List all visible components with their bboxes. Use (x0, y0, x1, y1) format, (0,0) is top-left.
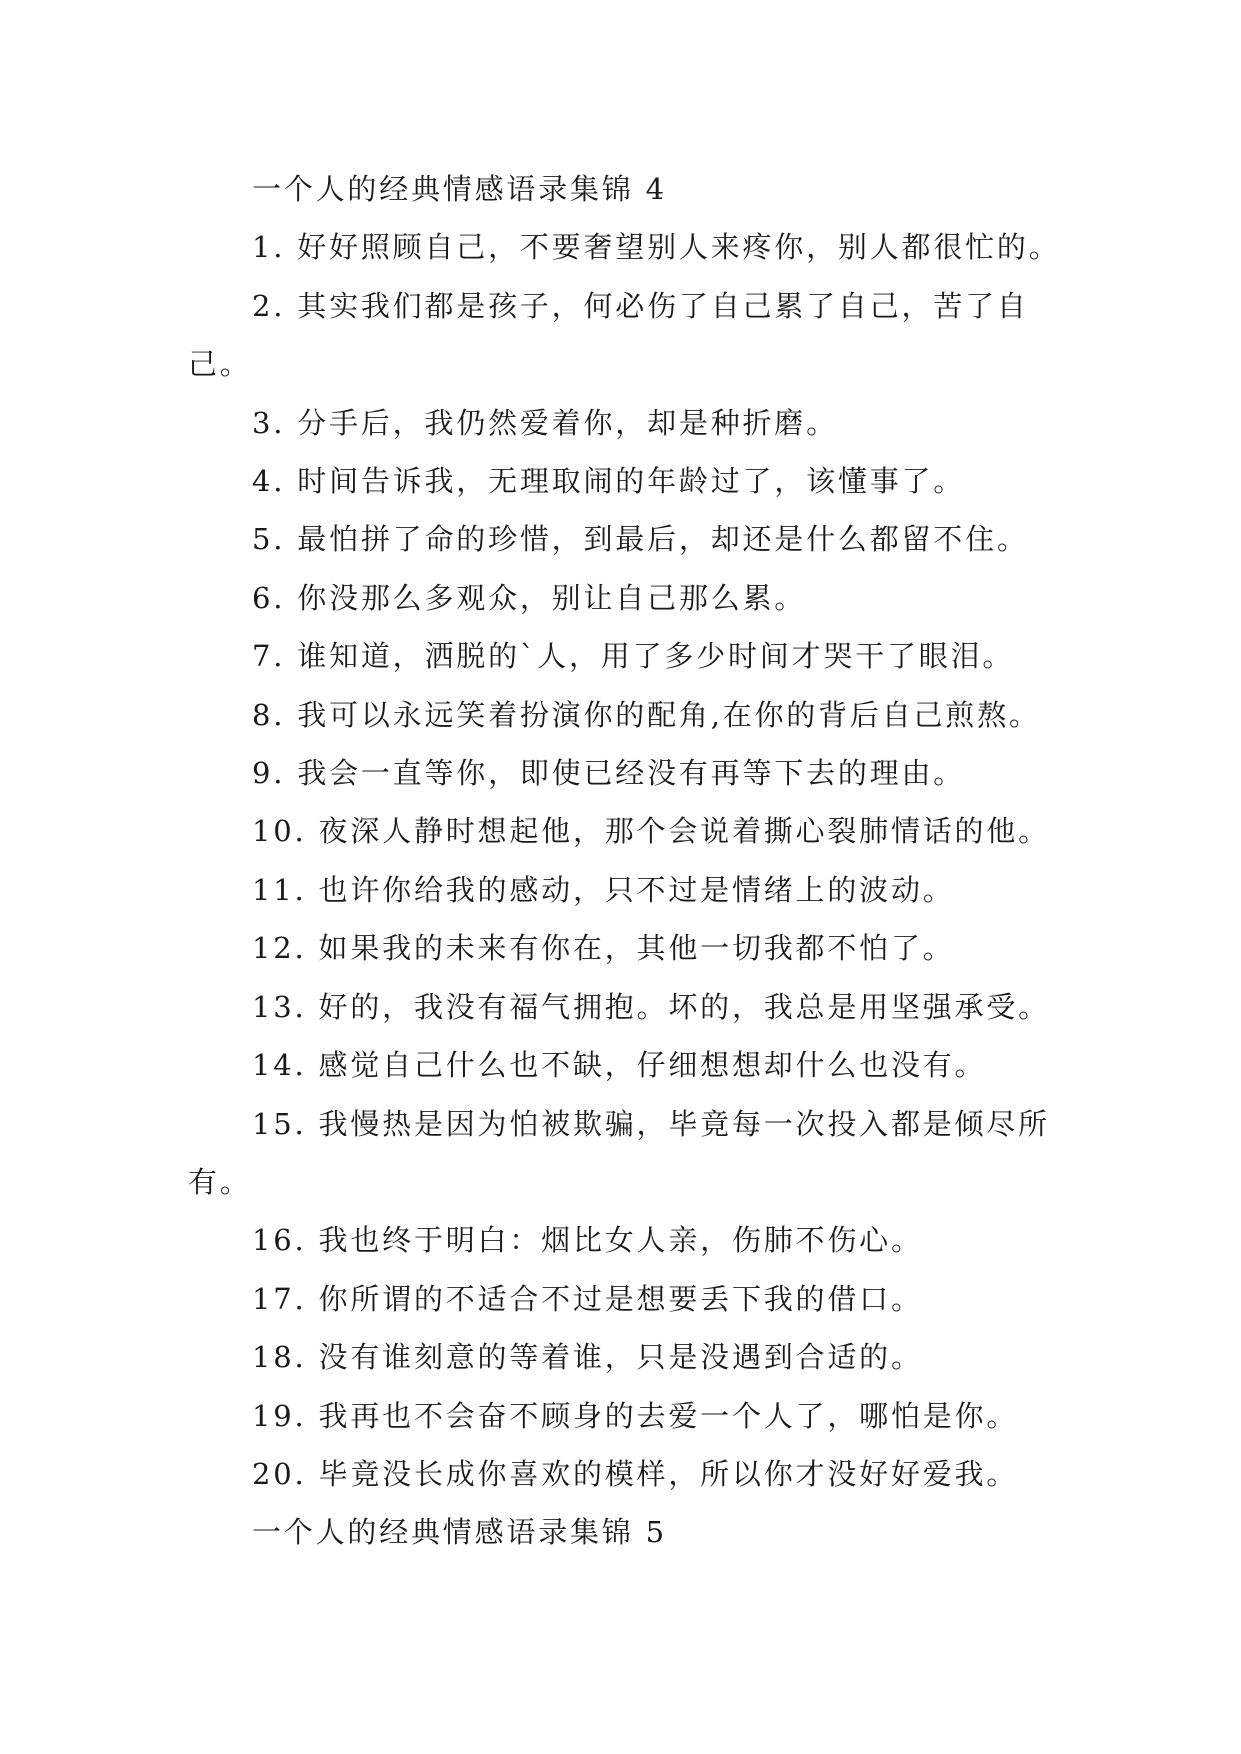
quote-item: 20. 毕竟没长成你喜欢的模样，所以你才没好好爱我。 (252, 1456, 1019, 1491)
quote-item: 3. 分手后，我仍然爱着你，却是种折磨。 (252, 405, 838, 440)
quote-item: 1. 好好照顾自己，不要奢望别人来疼你，别人都很忙的。 (252, 230, 1061, 265)
section-heading: 一个人的经典情感语录集锦 4 (252, 172, 667, 206)
quote-item: 5. 最怕拼了命的珍惜，到最后，却还是什么都留不住。 (252, 522, 1029, 557)
quote-item: 7. 谁知道，洒脱的`人，用了多少时间才哭干了眼泪。 (252, 639, 1015, 674)
quote-item: 17. 你所谓的不适合不过是想要丢下我的借口。 (252, 1281, 923, 1316)
section-heading: 一个人的经典情感语录集锦 5 (252, 1515, 667, 1550)
quote-item: 9. 我会一直等你，即使已经没有再等下去的理由。 (252, 756, 966, 791)
quote-item: 8. 我可以永远笑着扮演你的配角,在你的背后自己煎熬。 (252, 697, 1041, 732)
document-body (188, 160, 1068, 1562)
quote-item: 18. 没有谁刻意的等着谁，只是没遇到合适的。 (252, 1340, 923, 1375)
quote-item: 16. 我也终于明白：烟比女人亲，伤肺不伤心。 (252, 1223, 923, 1258)
quote-item: 4. 时间告诉我，无理取闹的年龄过了，该懂事了。 (252, 464, 966, 499)
quote-item: 6. 你没那么多观众，别让自己那么累。 (252, 580, 807, 615)
quote-item: 15. 我慢热是因为怕被欺骗，毕竟每一次投入都是倾尽所有。 (188, 1106, 1050, 1199)
quote-item: 14. 感觉自己什么也不缺，仔细想想却什么也没有。 (252, 1048, 987, 1083)
quote-item: 19. 我再也不会奋不顾身的去爱一个人了，哪怕是你。 (252, 1398, 1019, 1433)
quote-item: 2. 其实我们都是孩子，何必伤了自己累了自己，苦了自己。 (188, 288, 1029, 382)
quote-item: 11. 也许你给我的感动，只不过是情绪上的波动。 (252, 872, 955, 907)
quote-item: 13. 好的，我没有福气拥抱。坏的，我总是用坚强承受。 (252, 989, 1050, 1024)
quote-item: 10. 夜深人静时想起他，那个会说着撕心裂肺情话的他。 (252, 814, 1050, 849)
quote-item: 12. 如果我的未来有你在，其他一切我都不怕了。 (252, 931, 955, 966)
